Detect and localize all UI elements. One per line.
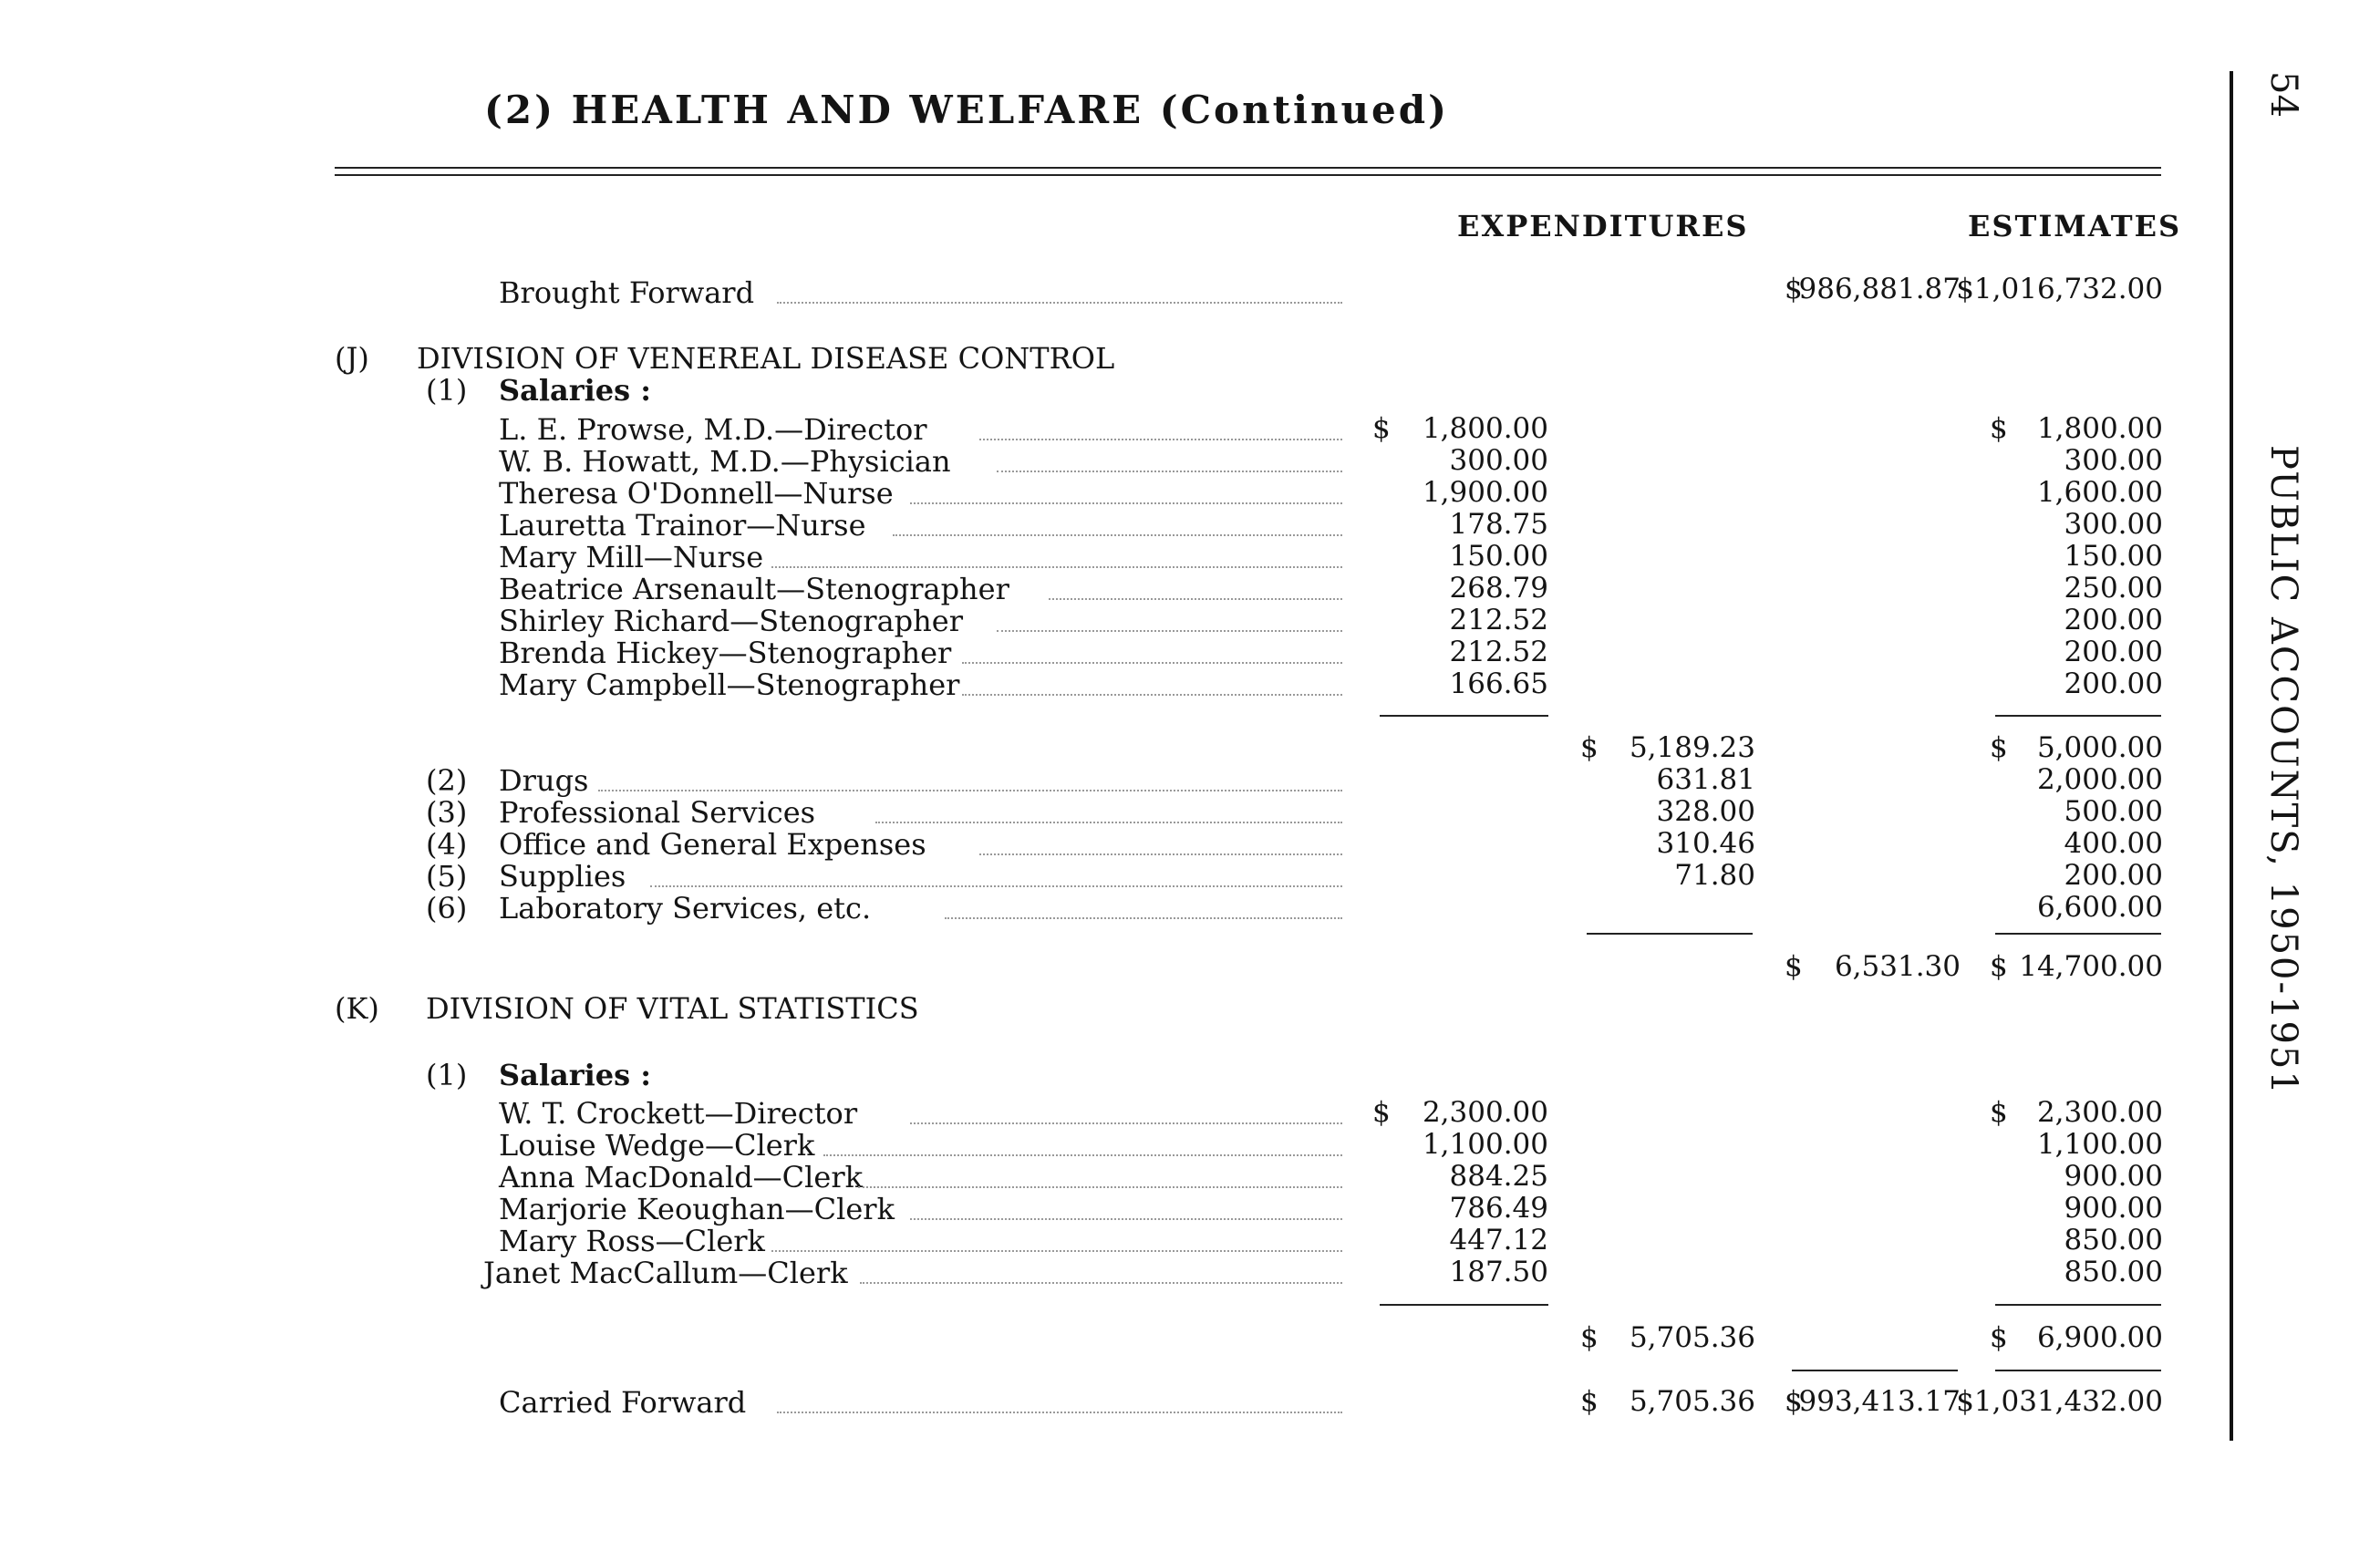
leader-dots xyxy=(777,1412,1342,1413)
staff-estimate: 250.00 xyxy=(2064,572,2163,605)
dollar-sign: $ xyxy=(1580,1385,1599,1418)
staff-estimate: 900.00 xyxy=(2064,1192,2163,1225)
leader-dots xyxy=(650,885,1342,887)
staff-estimate: 300.00 xyxy=(2064,508,2163,541)
staff-expenditure: 187.50 xyxy=(1449,1256,1548,1288)
staff-expenditure: 2,300.00 xyxy=(1422,1096,1548,1129)
leader-dots xyxy=(945,917,1342,919)
staff-name: Mary Mill—Nurse xyxy=(499,540,764,574)
item-label: Professional Services xyxy=(499,795,816,830)
total-rule xyxy=(1792,1370,1958,1371)
staff-estimate: 850.00 xyxy=(2064,1224,2163,1257)
staff-expenditure: 268.79 xyxy=(1449,572,1548,605)
item-number: (3) xyxy=(426,795,468,830)
header-expenditures: EXPENDITURES xyxy=(1457,209,1749,243)
salaries-total-estimate: 5,000.00 xyxy=(2036,731,2163,764)
staff-name: Mary Ross—Clerk xyxy=(499,1224,765,1258)
item-estimate: 500.00 xyxy=(2064,795,2163,828)
staff-expenditure: 178.75 xyxy=(1449,508,1548,541)
carried-forward-expenditure: 993,413.17 xyxy=(1798,1385,1961,1418)
staff-expenditure: 786.49 xyxy=(1449,1192,1548,1225)
item-number: (5) xyxy=(426,859,468,894)
salaries-heading: Salaries : xyxy=(499,1058,652,1092)
division-j-total-estimate: 14,700.00 xyxy=(2019,950,2163,983)
staff-expenditure: 1,100.00 xyxy=(1422,1128,1548,1161)
dollar-sign: $ xyxy=(1785,1385,1803,1418)
staff-expenditure: 1,800.00 xyxy=(1422,412,1548,445)
leader-dots xyxy=(997,630,1342,632)
division-j-total-expenditure: 6,531.30 xyxy=(1834,950,1961,983)
carried-forward-estimate: $1,031,432.00 xyxy=(1956,1385,2163,1418)
item-estimate: 200.00 xyxy=(2064,859,2163,892)
staff-name: Marjorie Keoughan—Clerk xyxy=(499,1192,895,1226)
staff-name: Louise Wedge—Clerk xyxy=(499,1128,815,1163)
leader-dots xyxy=(962,662,1342,664)
page-number: 54 xyxy=(2262,71,2304,118)
staff-name: Lauretta Trainor—Nurse xyxy=(499,508,866,543)
staff-expenditure: 166.65 xyxy=(1449,667,1548,700)
staff-name: Janet MacCallum—Clerk xyxy=(483,1256,848,1290)
leader-dots xyxy=(910,1218,1342,1220)
item-number: (1) xyxy=(426,373,468,408)
staff-expenditure: 884.25 xyxy=(1449,1160,1548,1193)
leader-dots xyxy=(910,1122,1342,1124)
staff-estimate: 900.00 xyxy=(2064,1160,2163,1193)
staff-name: L. E. Prowse, M.D.—Director xyxy=(499,412,927,447)
staff-expenditure: 212.52 xyxy=(1449,604,1548,636)
item-number: (4) xyxy=(426,827,468,862)
item-label: Drugs xyxy=(499,763,589,798)
staff-name: Brenda Hickey—Stenographer xyxy=(499,636,952,670)
leader-dots xyxy=(860,1282,1342,1284)
staff-estimate: 2,300.00 xyxy=(2036,1096,2163,1129)
item-expenditure: 71.80 xyxy=(1674,859,1755,892)
staff-estimate: 200.00 xyxy=(2064,604,2163,636)
page-title: (2) HEALTH AND WELFARE (Continued) xyxy=(484,88,1449,132)
item-estimate: 400.00 xyxy=(2064,827,2163,860)
dollar-sign: $ xyxy=(1785,273,1803,305)
staff-expenditure: 447.12 xyxy=(1449,1224,1548,1257)
staff-estimate: 1,600.00 xyxy=(2036,476,2163,509)
staff-estimate: 850.00 xyxy=(2064,1256,2163,1288)
staff-estimate: 1,800.00 xyxy=(2036,412,2163,445)
staff-name: Shirley Richard—Stenographer xyxy=(499,604,963,638)
item-number: (6) xyxy=(426,891,468,926)
item-expenditure: 310.46 xyxy=(1656,827,1755,860)
leader-dots xyxy=(875,822,1342,823)
leader-dots xyxy=(910,502,1342,504)
leader-dots xyxy=(598,790,1342,791)
leader-dots xyxy=(893,534,1342,536)
staff-estimate: 200.00 xyxy=(2064,667,2163,700)
total-rule xyxy=(1995,1370,2161,1371)
salaries-heading: Salaries : xyxy=(499,373,652,408)
dollar-sign: $ xyxy=(1990,1096,2008,1129)
carried-forward-label: Carried Forward xyxy=(499,1385,747,1420)
dollar-sign: $ xyxy=(1990,1321,2008,1354)
brought-forward-expenditure: 986,881.87 xyxy=(1798,273,1961,305)
staff-name: W. B. Howatt, M.D.—Physician xyxy=(499,444,951,479)
item-label: Office and General Expenses xyxy=(499,827,926,862)
division-name: DIVISION OF VENEREAL DISEASE CONTROL xyxy=(417,341,1115,376)
division-name: DIVISION OF VITAL STATISTICS xyxy=(426,991,919,1026)
staff-name: Beatrice Arsenault—Stenographer xyxy=(499,572,1009,606)
salaries-total-estimate: 6,900.00 xyxy=(2036,1321,2163,1354)
staff-expenditure: 300.00 xyxy=(1449,444,1548,477)
subtotal-rule xyxy=(1995,715,2161,717)
item-estimate: 2,000.00 xyxy=(2036,763,2163,796)
leader-dots xyxy=(823,1154,1342,1156)
dollar-sign: $ xyxy=(1990,412,2008,445)
carried-forward-subtotal: 5,705.36 xyxy=(1629,1385,1755,1418)
item-number: (1) xyxy=(426,1058,468,1092)
dollar-sign: $ xyxy=(1785,950,1803,983)
staff-expenditure: 150.00 xyxy=(1449,540,1548,573)
leader-dots xyxy=(771,1250,1342,1252)
leader-dots xyxy=(997,471,1342,472)
item-estimate: 6,600.00 xyxy=(2036,891,2163,924)
dollar-sign: $ xyxy=(1580,731,1599,764)
staff-name: Mary Campbell—Stenographer xyxy=(499,667,960,702)
subtotal-rule xyxy=(1587,933,1753,935)
staff-name: W. T. Crockett—Director xyxy=(499,1096,858,1131)
staff-estimate: 150.00 xyxy=(2064,540,2163,573)
division-letter: (K) xyxy=(335,991,379,1026)
staff-estimate: 300.00 xyxy=(2064,444,2163,477)
item-number: (2) xyxy=(426,763,468,798)
salaries-total-expenditure: 5,189.23 xyxy=(1629,731,1755,764)
dollar-sign: $ xyxy=(1372,1096,1391,1129)
subtotal-rule xyxy=(1380,1304,1548,1306)
staff-estimate: 200.00 xyxy=(2064,636,2163,668)
subtotal-rule xyxy=(1380,715,1548,717)
title-rule-top xyxy=(335,167,2161,169)
staff-name: Anna MacDonald—Clerk xyxy=(499,1160,864,1195)
brought-forward-label: Brought Forward xyxy=(499,275,755,310)
staff-name: Theresa O'Donnell—Nurse xyxy=(499,476,894,511)
header-estimates: ESTIMATES xyxy=(1968,209,2182,243)
dollar-sign: $ xyxy=(1372,412,1391,445)
staff-expenditure: 212.52 xyxy=(1449,636,1548,668)
item-label: Supplies xyxy=(499,859,626,894)
running-head: PUBLIC ACCOUNTS, 1950-1951 xyxy=(2262,445,2304,1096)
staff-estimate: 1,100.00 xyxy=(2036,1128,2163,1161)
item-expenditure: 328.00 xyxy=(1656,795,1755,828)
leader-dots xyxy=(1049,598,1342,600)
title-rule-bottom xyxy=(335,174,2161,176)
staff-expenditure: 1,900.00 xyxy=(1422,476,1548,509)
dollar-sign: $ xyxy=(1580,1321,1599,1354)
leader-dots xyxy=(858,1186,1342,1188)
item-label: Laboratory Services, etc. xyxy=(499,891,872,926)
margin-rule xyxy=(2230,71,2233,1441)
leader-dots xyxy=(979,853,1342,855)
leader-dots xyxy=(777,302,1342,304)
subtotal-rule xyxy=(1995,933,2161,935)
leader-dots xyxy=(979,439,1342,440)
dollar-sign: $ xyxy=(1990,950,2008,983)
division-letter: (J) xyxy=(335,341,369,376)
leader-dots xyxy=(962,694,1342,696)
salaries-total-expenditure: 5,705.36 xyxy=(1629,1321,1755,1354)
subtotal-rule xyxy=(1995,1304,2161,1306)
dollar-sign: $ xyxy=(1990,731,2008,764)
brought-forward-estimate: $1,016,732.00 xyxy=(1956,273,2163,305)
leader-dots xyxy=(771,566,1342,568)
item-expenditure: 631.81 xyxy=(1656,763,1755,796)
